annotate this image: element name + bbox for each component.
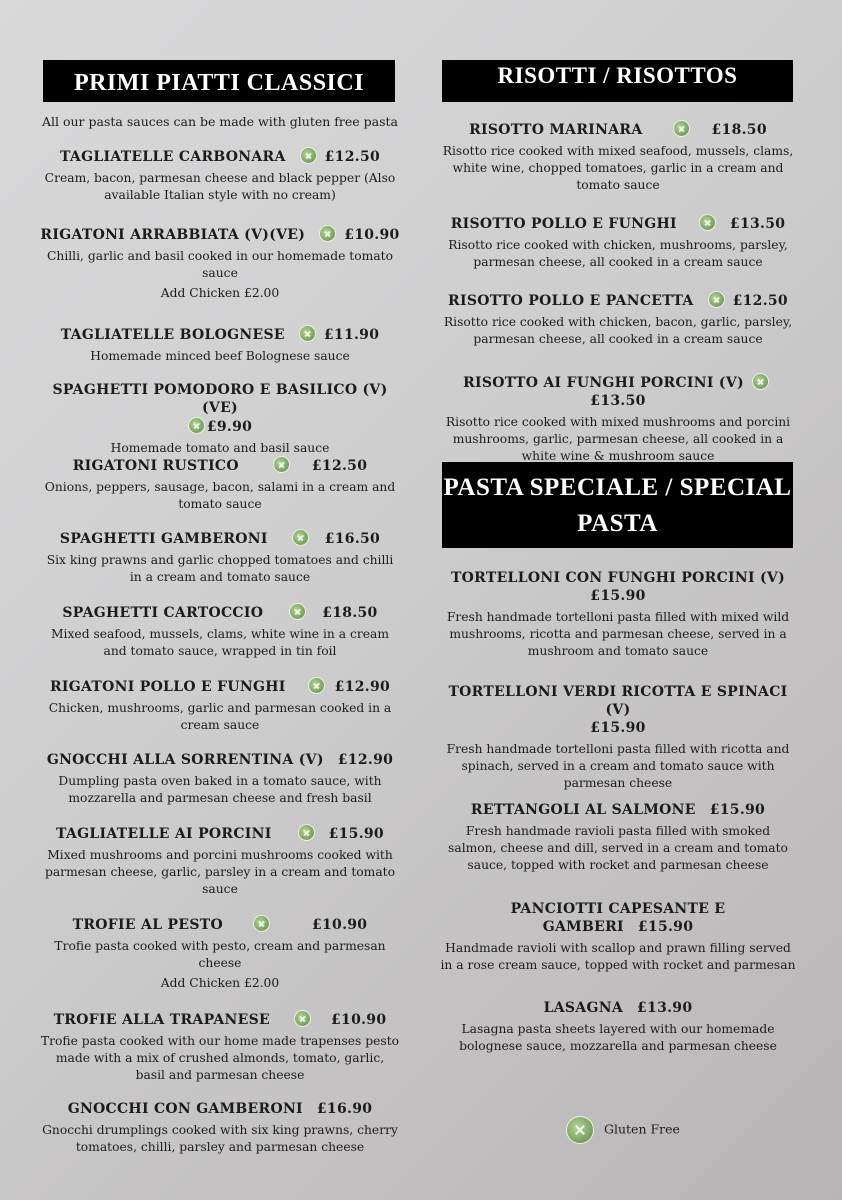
menu-item [40,529,400,586]
dish-description: Risotto rice cooked with mixed mushrooms and porcini mushrooms, garlic, parmesan cheese, all cooked in a white wine & mushroom sauce [445,415,791,463]
menu-item [440,291,796,348]
dish-description: Dumpling pasta oven baked in a tomato sauce, with mozzarella and parmesan cheese and fresh basil [58,774,382,805]
gluten-free-icon [292,529,309,546]
dish-price: £12.90 [334,679,391,695]
dish-price: £13.50 [590,393,646,409]
dish-price: £12.50 [732,293,788,309]
menu-item [440,120,796,194]
dish-description: Gnocchi drumplings cooked with six king prawns, cherry tomatoes, chilli, parsley and parmesan cheese [42,1123,398,1154]
dish-name: TAGLIATELLE CARBONARA [59,149,286,165]
dish-description: Cream, bacon, parmesan cheese and black pepper (Also available Italian style with no cream) [44,171,396,202]
dish-price: £16.90 [316,1101,373,1117]
gluten-free-icon [188,417,205,434]
dish-price: £12.90 [337,752,394,768]
menu-item [40,225,400,302]
dish-name: RETTANGOLI AL SALMONE [470,802,696,818]
menu-item [40,751,400,807]
dish-price: £18.50 [711,122,767,138]
dish-description: Lasagna pasta sheets layered with our homemade bolognese sauce, mozzarella and parmesan cheese [459,1022,777,1053]
gluten-free-icon [699,214,716,231]
gluten-free-icon [298,824,315,841]
primi-section-title: PRIMI PIATTI CLASSICI [43,60,395,102]
dish-description: Risotto rice cooked with mixed seafood, mussels, clams, white wine, chopped tomatoes, garlic in a cream and tomato sauce [442,144,794,192]
gluten-free-legend [566,1116,680,1144]
dish-description: Risotto rice cooked with chicken, bacon, garlic, parsley, parmesan cheese, all cooked in a cream sauce [443,315,793,346]
dish-description: Trofie pasta cooked with pesto, cream and parmesan cheese [54,939,386,970]
dish-name: RISOTTO MARINARA [469,122,643,138]
dish-price: £12.50 [324,149,381,165]
menu-item [40,381,400,457]
dish-name: SPAGHETTI POMODORO E BASILICO (V)(VE) [52,382,388,416]
dish-description: Mixed mushrooms and porcini mushrooms cooked with parmesan cheese, garlic, parsley in a cream and tomato sauce [44,848,396,896]
dish-description: Handmade ravioli with scallop and prawn filling served in a rose cream sauce, topped with rocket and parmesan [440,941,796,972]
dish-description: Fresh handmade tortelloni pasta filled with mixed wild mushrooms, ricotta and parmesan cheese, served in a mushroom and tomato sauce [446,610,790,658]
gluten-free-icon [294,1010,311,1027]
gluten-free-icon [273,456,290,473]
menu-item [40,1010,400,1084]
dish-description: Homemade minced beef Bolognese sauce [90,349,350,363]
menu-item [40,915,400,992]
menu-item [40,677,400,734]
dish-price: £13.90 [637,1000,693,1016]
dish-name: LASAGNA [543,1000,623,1016]
dish-price: £15.90 [590,720,646,736]
dish-description: Fresh handmade ravioli pasta filled with smoked salmon, cheese and dill, served in a cream and tomato sauce, topped with rocket and parmesan cheese [448,824,788,872]
menu-item [40,456,400,513]
menu-item [40,147,400,204]
dish-price: £16.50 [324,531,381,547]
dish-price: £15.90 [328,826,384,842]
dish-name: GNOCCHI CON GAMBERONI [67,1101,303,1117]
gluten-free-icon [566,1116,594,1144]
menu-item [440,569,796,660]
dish-name: RIGATONI POLLO E FUNGHI [49,679,286,695]
dish-name: GNOCCHI ALLA SORRENTINA (V) [46,752,324,768]
dish-price: £15.90 [590,588,646,604]
dish-price: £18.50 [322,605,378,621]
gluten-free-icon [299,325,316,342]
legend-label: Gluten Free [604,1121,680,1137]
menu-item [440,214,796,271]
dish-description: Chilli, garlic and basil cooked in our homemade tomato sauce [46,249,393,280]
gluten-free-icon [319,225,336,242]
menu-item [40,1100,400,1156]
dish-extra: Add Chicken £2.00 [160,976,280,990]
dish-price: £12.50 [311,458,368,474]
dish-name: TORTELLONI VERDI RICOTTA E SPINACI (V) [448,684,788,718]
menu-item [440,373,796,465]
gluten-free-icon [752,373,769,390]
dish-description: Mixed seafood, mussels, clams, white wine in a cream and tomato sauce, wrapped in tin foil [50,627,390,658]
dish-price: £15.90 [637,919,694,935]
dish-price: £10.90 [331,1012,387,1028]
menu-item [440,900,796,974]
dish-name: SPAGHETTI CARTOCCIO [62,605,264,621]
menu-item [440,999,796,1055]
dish-name: TAGLIATELLE AI PORCINI [56,826,272,842]
dish-price: £13.50 [729,216,786,232]
gluten-free-icon [673,120,690,137]
dish-name: RISOTTO POLLO E PANCETTA [448,293,694,309]
dish-name: TAGLIATELLE BOLOGNESE [60,327,285,343]
dish-name: SPAGHETTI GAMBERONI [59,531,268,547]
dish-description: Trofie pasta cooked with our home made trapenses pesto made with a mix of crushed almonds, tomato, garlic, basil and parmesan cheese [40,1034,400,1082]
dish-name: TROFIE AL PESTO [72,917,223,933]
gluten-free-note: All our pasta sauces can be made with gluten free pasta [41,114,399,129]
dish-description: Onions, peppers, sausage, bacon, salami in a cream and tomato sauce [44,480,396,511]
dish-price: £11.90 [323,327,380,343]
dish-name: PANCIOTTI CAPESANTE E GAMBERI [510,901,726,935]
dish-name: RIGATONI ARRABBIATA (V)(VE) [40,227,306,243]
dish-name: RISOTTO AI FUNGHI PORCINI (V) [463,375,744,391]
gluten-free-icon [708,291,725,308]
dish-name: RIGATONI RUSTICO [72,458,239,474]
dish-name: RISOTTO POLLO E FUNGHI [450,216,677,232]
dish-description: Homemade tomato and basil sauce [110,441,330,455]
dish-price: £9.90 [206,419,253,435]
menu-item [40,325,400,365]
dish-price: £15.90 [709,802,766,818]
risotti-section-title: RISOTTI / RISOTTOS [442,60,793,102]
dish-description: Risotto rice cooked with chicken, mushrooms, parsley, parmesan cheese, all cooked in a cream sauce [448,238,788,269]
dish-description: Chicken, mushrooms, garlic and parmesan cooked in a cream sauce [48,701,392,732]
menu-item [440,801,796,874]
dish-price: £10.90 [344,227,400,243]
gluten-free-icon [253,915,270,932]
menu-item [40,824,400,898]
menu-item [440,683,796,792]
dish-price: £10.90 [311,917,368,933]
dish-description: Fresh handmade tortelloni pasta filled with ricotta and spinach, served in a cream and tomato sauce with parmesan cheese [446,742,790,790]
gluten-free-icon [289,603,306,620]
menu-item [40,603,400,660]
dish-description: Six king prawns and garlic chopped tomatoes and chilli in a cream and tomato sauce [46,553,394,584]
speciale-section-title: PASTA SPECIALE / SPECIAL PASTA [442,462,793,548]
dish-extra: Add Chicken £2.00 [160,286,280,300]
gluten-free-icon [300,147,317,164]
dish-name: TROFIE ALLA TRAPANESE [53,1012,270,1028]
gluten-free-icon [308,677,325,694]
dish-name: TORTELLONI CON FUNGHI PORCINI (V) [450,570,786,586]
